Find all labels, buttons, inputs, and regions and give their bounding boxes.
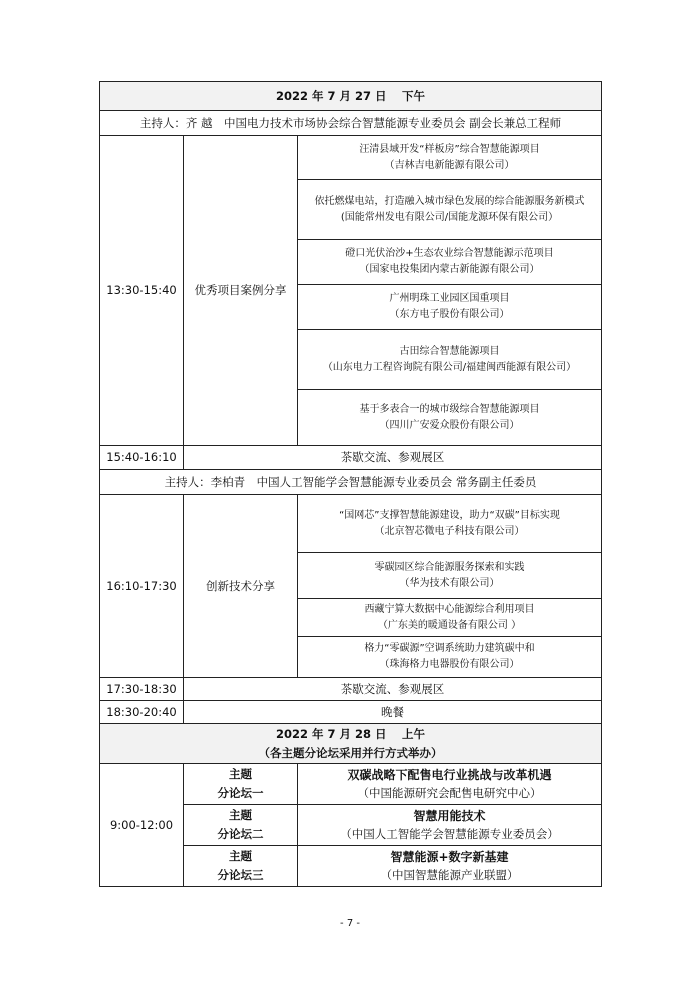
project-title: 格力“零碳源”空调系统助力建筑碳中和 [364, 643, 535, 654]
forum-label-line2: 分论坛二 [217, 827, 264, 841]
project-title: 汪清县域开发“样板房”综合智慧能源项目 [359, 143, 540, 155]
forum-label [184, 805, 298, 846]
host2: 主持人：李柏青 中国人工智能学会智慧能源专业委员会 常务副主任委员 [100, 470, 602, 495]
host1: 主持人：齐 越 中国电力技术市场协会综合智慧能源专业委员会 副会长兼总工程师 [100, 111, 602, 136]
project-org: （四川广安爱众股份有限公司） [379, 419, 520, 431]
forum-topic [298, 846, 602, 887]
forum-topic [298, 805, 602, 846]
project-org: （山东电力工程咨询院有限公司/福建闽西能源有限公司） [322, 361, 577, 373]
day2-header: 2022 年 7 月 28 日 上午 [275, 726, 426, 741]
project-cell [298, 285, 602, 330]
project-cell [298, 553, 602, 599]
day2-time: 9:00-12:00 [100, 764, 184, 887]
forum-row [100, 764, 602, 805]
project-title: 古田综合智慧能源项目 [399, 345, 500, 357]
project-org: （国家电投集团内蒙古新能源有限公司） [359, 264, 540, 275]
dinner-text: 晚餐 [184, 701, 602, 724]
project-org: （华为技术有限公司） [399, 577, 500, 589]
forum-org: （中国人工智能学会智慧能源专业委员会） [340, 827, 559, 841]
break2-text: 茶歇交流、参观展区 [184, 678, 602, 701]
forum-label-line2: 分论坛一 [217, 786, 264, 800]
forum-title: 智慧用能技术 [413, 809, 486, 823]
forum-title: 双碳战略下配售电行业挑战与改革机遇 [347, 768, 552, 782]
day1-header: 2022 年 7 月 27 日 下午 [100, 82, 602, 111]
schedule-table [99, 81, 602, 887]
host1-row [100, 111, 602, 136]
break1-row [100, 446, 602, 470]
session2-row [100, 495, 602, 553]
forum-title: 智慧能源+数字新基建 [390, 850, 509, 864]
forum-label [184, 846, 298, 887]
project-cell [298, 637, 602, 678]
session1-time: 13:30-15:40 [100, 136, 184, 446]
project-cell [298, 599, 602, 637]
break2-row [100, 678, 602, 701]
project-title: 磴口光伏治沙+生态农业综合智慧能源示范项目 [345, 248, 554, 259]
project-cell [298, 495, 602, 553]
project-org: （东方电子股份有限公司） [389, 309, 510, 320]
page-number: - 7 - [340, 918, 360, 929]
project-cell [298, 390, 602, 446]
forum-org: （中国智慧能源产业联盟） [380, 868, 519, 882]
project-title: 零碳园区综合能源服务探索和实践 [374, 561, 525, 573]
forum-label-line1: 主题 [229, 808, 252, 822]
project-org: （广东美的暖通设备有限公司 ） [377, 619, 522, 631]
project-org: （吉林吉电新能源有限公司） [384, 159, 515, 171]
day2-header-row [100, 724, 602, 764]
project-title: “国网芯”支撑智慧能源建设，助力“双碳”目标实现 [339, 509, 560, 521]
day2-header-cell [100, 724, 602, 764]
dinner-time: 18:30-20:40 [100, 701, 184, 724]
forum-label-line1: 主题 [229, 849, 252, 863]
project-cell [298, 136, 602, 180]
forum-label [184, 764, 298, 805]
project-org: （珠海格力电器股份有限公司） [379, 659, 520, 670]
break1-text: 茶歇交流、参观展区 [184, 446, 602, 470]
project-cell [298, 330, 602, 390]
project-org: (国能常州发电有限公司/国能龙源环保有限公司） [340, 211, 559, 223]
dinner-row [100, 701, 602, 724]
host2-row [100, 470, 602, 495]
day2-subheader: （各主题分论坛采用并行方式举办） [258, 745, 443, 760]
forum-org: （中国能源研究会配售电研究中心） [357, 786, 542, 800]
project-title: 基于多表合一的城市级综合智慧能源项目 [359, 403, 540, 415]
forum-topic [298, 764, 602, 805]
session1-category: 优秀项目案例分享 [184, 136, 298, 446]
project-title: 西藏宁算大数据中心能源综合利用项目 [364, 603, 535, 615]
session2-category: 创新技术分享 [184, 495, 298, 678]
forum-label-line2: 分论坛三 [217, 868, 264, 882]
day1-header-row [100, 82, 602, 111]
session2-time: 16:10-17:30 [100, 495, 184, 678]
project-title: 依托燃煤电站，打造融入城市绿色发展的综合能源服务新模式 [314, 195, 585, 207]
project-cell [298, 180, 602, 240]
break1-time: 15:40-16:10 [100, 446, 184, 470]
project-org: （北京智芯微电子科技有限公司） [374, 525, 525, 537]
forum-label-line1: 主题 [229, 767, 252, 781]
project-cell [298, 240, 602, 285]
session1-row [100, 136, 602, 180]
break2-time: 17:30-18:30 [100, 678, 184, 701]
project-title: 广州明珠工业园区国重项目 [389, 293, 510, 304]
